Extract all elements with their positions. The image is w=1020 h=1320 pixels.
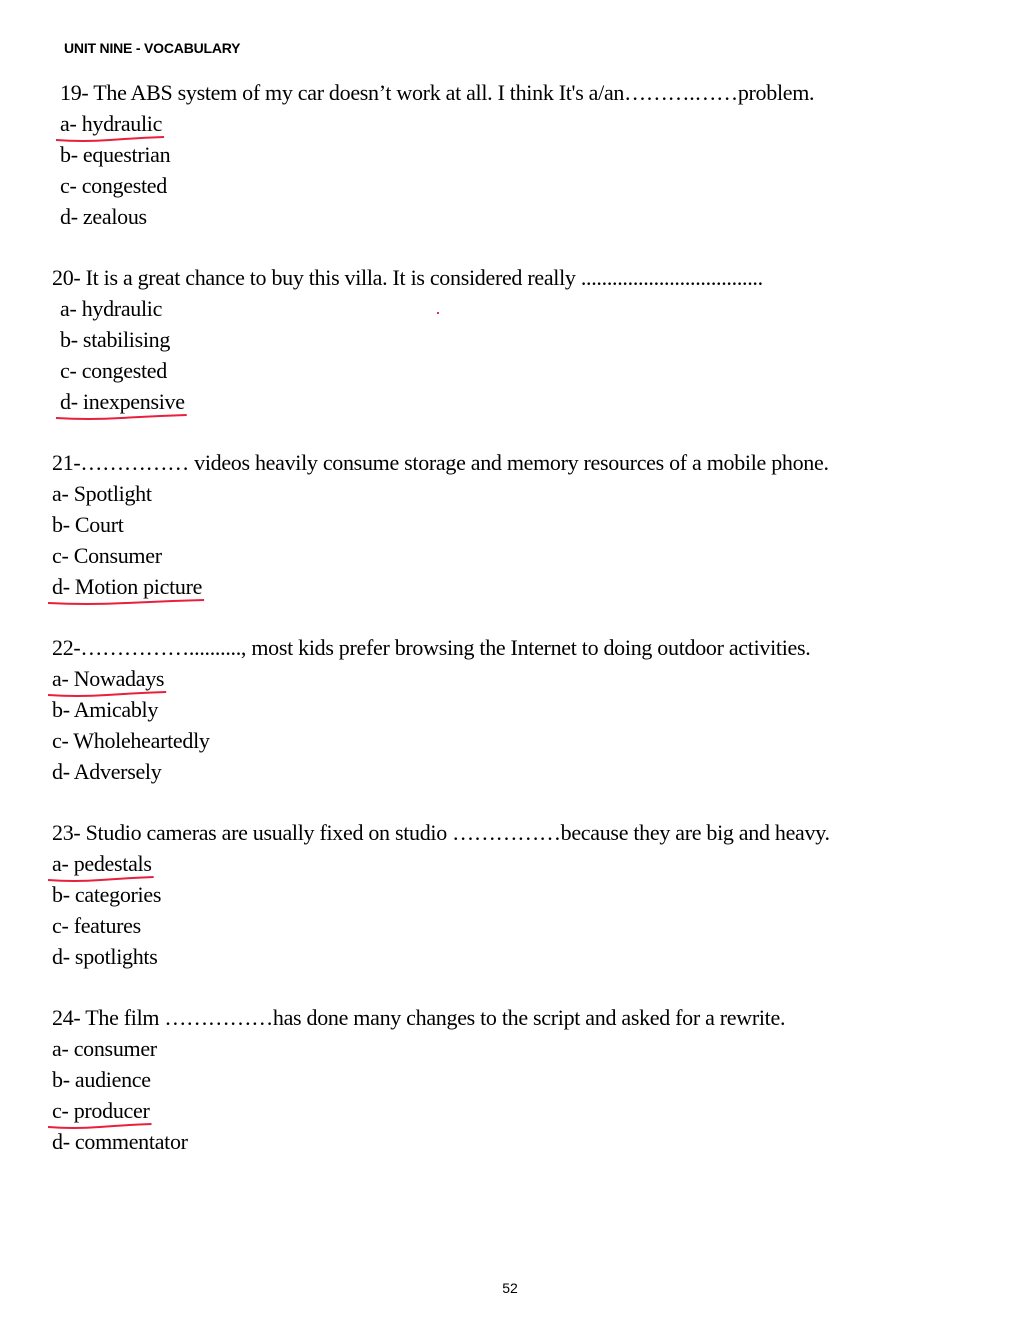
option-label: a- consumer bbox=[52, 1036, 157, 1061]
answer-option[interactable] bbox=[52, 574, 202, 600]
option-label: d- inexpensive bbox=[60, 389, 185, 415]
question-stem: 21-…………… videos heavily consume storage and memory resources of a mobile phone. bbox=[52, 450, 829, 475]
option-label: d- Motion picture bbox=[52, 574, 202, 600]
answer-option[interactable] bbox=[52, 851, 152, 877]
option-label: c- Consumer bbox=[52, 543, 162, 568]
unit-header: UNIT NINE - VOCABULARY bbox=[64, 40, 241, 56]
option-label: d- Adversely bbox=[52, 759, 162, 784]
option-label: b- Amicably bbox=[52, 697, 159, 722]
option-label: c- features bbox=[52, 913, 141, 938]
answer-option[interactable] bbox=[60, 327, 170, 353]
option-label: a- hydraulic bbox=[60, 296, 163, 321]
option-label: d- commentator bbox=[52, 1129, 188, 1154]
option-label: a- pedestals bbox=[52, 851, 152, 877]
stray-mark bbox=[437, 312, 439, 314]
answer-option[interactable] bbox=[60, 142, 170, 168]
answer-option[interactable] bbox=[52, 697, 158, 723]
option-label: b- audience bbox=[52, 1067, 151, 1092]
answer-option[interactable] bbox=[60, 389, 185, 415]
answer-option[interactable] bbox=[52, 913, 141, 939]
option-label: a- Nowadays bbox=[52, 666, 164, 692]
answer-option[interactable] bbox=[60, 173, 167, 199]
question-stem: 24- The film ……………has done many changes to the script and asked for a rewrite. bbox=[52, 1005, 786, 1030]
answer-option[interactable] bbox=[52, 512, 124, 538]
option-label: b- categories bbox=[52, 882, 162, 907]
answer-option[interactable] bbox=[52, 666, 164, 692]
option-label: a- Spotlight bbox=[52, 481, 152, 506]
answer-option[interactable] bbox=[52, 481, 152, 507]
page-number: 52 bbox=[502, 1280, 518, 1296]
option-label: b- Court bbox=[52, 512, 124, 537]
answer-option[interactable] bbox=[52, 1098, 149, 1124]
option-label: c- congested bbox=[60, 358, 167, 383]
question-stem: 20- It is a great chance to buy this villa. It is considered really ................................... bbox=[52, 265, 763, 290]
answer-option[interactable] bbox=[52, 759, 161, 785]
option-label: c- producer bbox=[52, 1098, 149, 1124]
answer-option[interactable] bbox=[52, 944, 158, 970]
answer-option[interactable] bbox=[52, 1067, 151, 1093]
option-label: d- spotlights bbox=[52, 944, 158, 969]
option-label: c- congested bbox=[60, 173, 167, 198]
answer-option[interactable] bbox=[52, 882, 161, 908]
answer-option[interactable] bbox=[60, 296, 162, 322]
red-underline-mark bbox=[48, 597, 204, 607]
option-label: d- zealous bbox=[60, 204, 147, 229]
answer-option[interactable] bbox=[60, 358, 167, 384]
red-underline-mark bbox=[56, 412, 187, 422]
question-stem: 19- The ABS system of my car doesn’t work at all. I think It's a/an……….……problem. bbox=[60, 80, 815, 105]
option-label: a- hydraulic bbox=[60, 111, 162, 137]
option-label: b- stabilising bbox=[60, 327, 171, 352]
answer-option[interactable] bbox=[52, 728, 210, 754]
answer-option[interactable] bbox=[52, 1129, 188, 1155]
option-label: b- equestrian bbox=[60, 142, 171, 167]
option-label: c- Wholeheartedly bbox=[52, 728, 210, 753]
answer-option[interactable] bbox=[52, 543, 162, 569]
answer-option[interactable] bbox=[52, 1036, 157, 1062]
question-stem: 23- Studio cameras are usually fixed on studio ……………because they are big and heavy. bbox=[52, 820, 830, 845]
answer-option[interactable] bbox=[60, 111, 162, 137]
answer-option[interactable] bbox=[60, 204, 147, 230]
question-stem: 22-…………….........., most kids prefer browsing the Internet to doing outdoor activities. bbox=[52, 635, 811, 660]
